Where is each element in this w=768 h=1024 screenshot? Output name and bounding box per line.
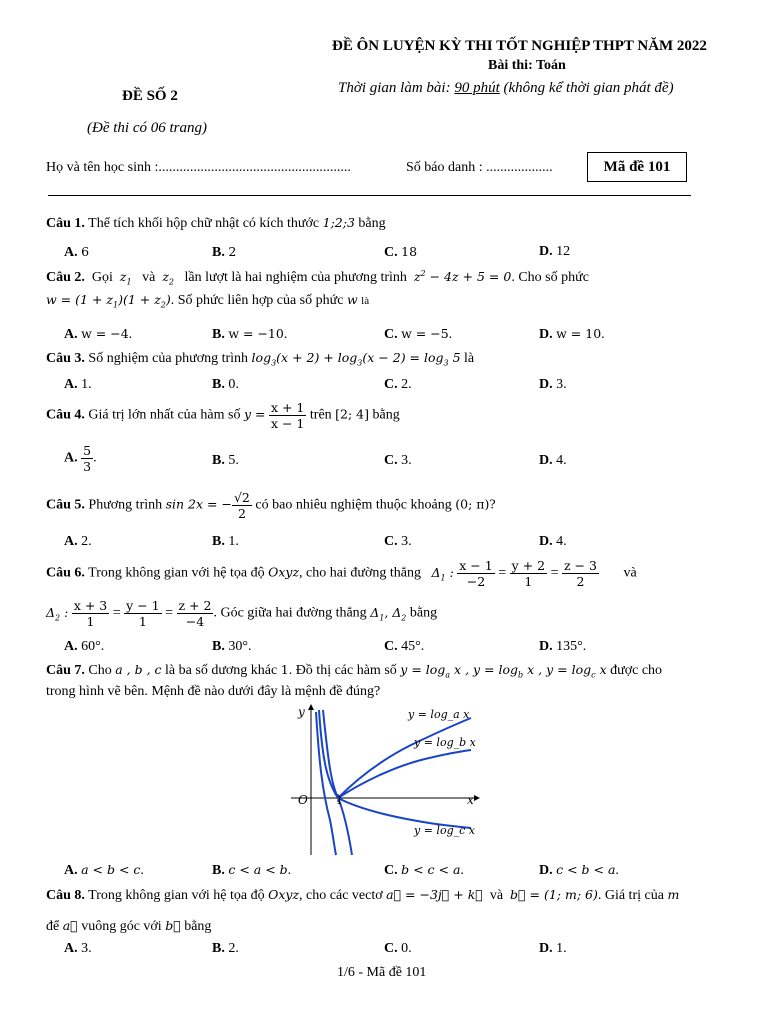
x-axis-arrow (474, 795, 480, 801)
question-4: Câu 4. Giá trị lớn nhất của hàm số y = $\frac{x + 1}{x - 1}$ trên [2; 4] bằng (46, 400, 400, 431)
question-5: Câu 5. Phương trình sin 2x = − $\frac{√2}{2}$ có bao nhiêu nghiệm thuộc khoảng (0; π)? (46, 490, 496, 521)
page-footer: 1/6 - Mã đề 101 (337, 965, 427, 980)
header-divider (48, 195, 691, 196)
label-log-c: y = log_c x (414, 824, 475, 837)
question-2-line-1: Câu 2. Gọi $z_1$ và $z_2$ lần lượt là hai nghiệm của phương trình $z^2 - 4z + 5 = 0$. Cho số phức (46, 269, 589, 287)
q8-option-d[interactable]: D. 1. (539, 941, 567, 956)
q6-option-d[interactable]: D. 135°. (539, 639, 587, 654)
label-log-a: y = log_a x (408, 708, 470, 721)
question-6-line-2: $\Delta_2$ : $\frac{x + 3}{1}$ = $\frac{y - 1}{1}$ = $\frac{z + 2}{-4}$ . Góc giữa hai đường thẳng $\Delta_1$, $\Delta_2$ bằng (46, 598, 438, 629)
q2-option-d[interactable]: D. w = 10. (539, 326, 605, 342)
q7-option-c[interactable]: C. b < c < a. (384, 862, 464, 878)
q3-option-a[interactable]: A. 1. (64, 377, 92, 392)
exam-number: ĐỀ SỐ 2 (122, 88, 178, 104)
origin-label: O (298, 793, 308, 807)
q1-option-d[interactable]: D. 12 (539, 244, 571, 259)
q3-option-d[interactable]: D. 3. (539, 377, 567, 392)
q2-option-a[interactable]: A. w = −4. (64, 326, 133, 342)
question-6-line-1: Câu 6. Trong không gian với hệ tọa độ Oxyz, cho hai đường thẳng $\Delta_1$ : $\frac{x - 1}{-2}$ = $\frac{y + 2}{1}$ = $\frac{z - 3}{2}$ và (46, 558, 637, 589)
x-axis-label: x (467, 793, 474, 807)
exam-code-box: Mã đề 101 (587, 152, 687, 182)
exam-time: Thời gian làm bài: 90 phút (không kể thời gian phát đề) (338, 80, 674, 96)
question-7-line-1: Câu 7. Cho a , b , c là ba số dương khác 1. Đồ thị các hàm số $y = \log_a x$ , $y = \log_b x$ , $y = \log_c x$ được cho (46, 662, 663, 680)
log-graph (286, 700, 486, 860)
q1-option-b[interactable]: B. 2 (212, 244, 237, 260)
student-name-label: Họ và tên học sinh :....................................................... (46, 160, 351, 175)
q5-option-d[interactable]: D. 4. (539, 534, 567, 549)
curve-log-b (338, 750, 471, 798)
q8-option-c[interactable]: C. 0. (384, 941, 412, 956)
student-id-label: Số báo danh : ................... (406, 160, 553, 175)
q6-option-c[interactable]: C. 45°. (384, 639, 425, 654)
curve-extra (323, 710, 352, 855)
q3-option-b[interactable]: B. 0. (212, 377, 239, 392)
q8-option-b[interactable]: B. 2. (212, 941, 239, 956)
q4-option-c[interactable]: C. 3. (384, 453, 412, 468)
question-8-line-2: để a⃗ vuông góc với b⃗ bằng (46, 918, 212, 934)
q4-option-a[interactable]: A. $\frac{5}{3}$ . (64, 443, 97, 474)
q5-option-b[interactable]: B. 1. (212, 534, 239, 549)
one-label: 1 (336, 794, 343, 807)
q1-option-a[interactable]: A. 6 (64, 244, 90, 260)
q4-option-d[interactable]: D. 4. (539, 453, 567, 468)
q7-option-b[interactable]: B. c < a < b. (212, 862, 292, 878)
q4-option-b[interactable]: B. 5. (212, 453, 239, 468)
exam-subject: Bài thi: Toán (488, 58, 566, 73)
q8-option-a[interactable]: A. 3. (64, 941, 92, 956)
q2-option-c[interactable]: C. w = −5. (384, 326, 453, 342)
question-2-line-2: $w = (1 + z_1)(1 + z_2)$. Số phức liên hợp của số phức w là (46, 292, 370, 310)
y-axis-label: y (298, 705, 305, 719)
q1-option-c[interactable]: C. 18 (384, 244, 418, 260)
q5-option-c[interactable]: C. 3. (384, 534, 412, 549)
q2-option-b[interactable]: B. w = −10. (212, 326, 288, 342)
pages-note: (Đề thi có 06 trang) (87, 120, 207, 136)
q3-option-c[interactable]: C. 2. (384, 377, 412, 392)
q6-option-a[interactable]: A. 60°. (64, 639, 105, 654)
question-7-line-2: trong hình vẽ bên. Mệnh đề nào dưới đây là mệnh đề đúng? (46, 684, 381, 699)
question-8-line-1: Câu 8. Trong không gian với hệ tọa độ Oxyz, cho các vectơ a⃗ = −3j⃗ + k⃗ và b⃗ = (1; m; 6). Giá trị của m (46, 887, 680, 903)
q7-option-d[interactable]: D. c < b < a. (539, 862, 619, 878)
y-axis-arrow (308, 704, 314, 710)
q5-option-a[interactable]: A. 2. (64, 534, 92, 549)
exam-title: ĐỀ ÔN LUYỆN KỲ THI TỐT NGHIỆP THPT NĂM 2022 (332, 38, 707, 54)
label-log-b: y = log_b x (414, 736, 476, 749)
q6-option-b[interactable]: B. 30°. (212, 639, 252, 654)
q7-option-a[interactable]: A. a < b < c. (64, 862, 144, 878)
question-3: Câu 3. Số nghiệm của phương trình $\log_3(x + 2) + \log_3(x - 2) = \log_3 5$ là (46, 350, 475, 368)
question-1: Câu 1. Thể tích khối hộp chữ nhật có kích thước 1;2;3 bằng (46, 215, 386, 231)
